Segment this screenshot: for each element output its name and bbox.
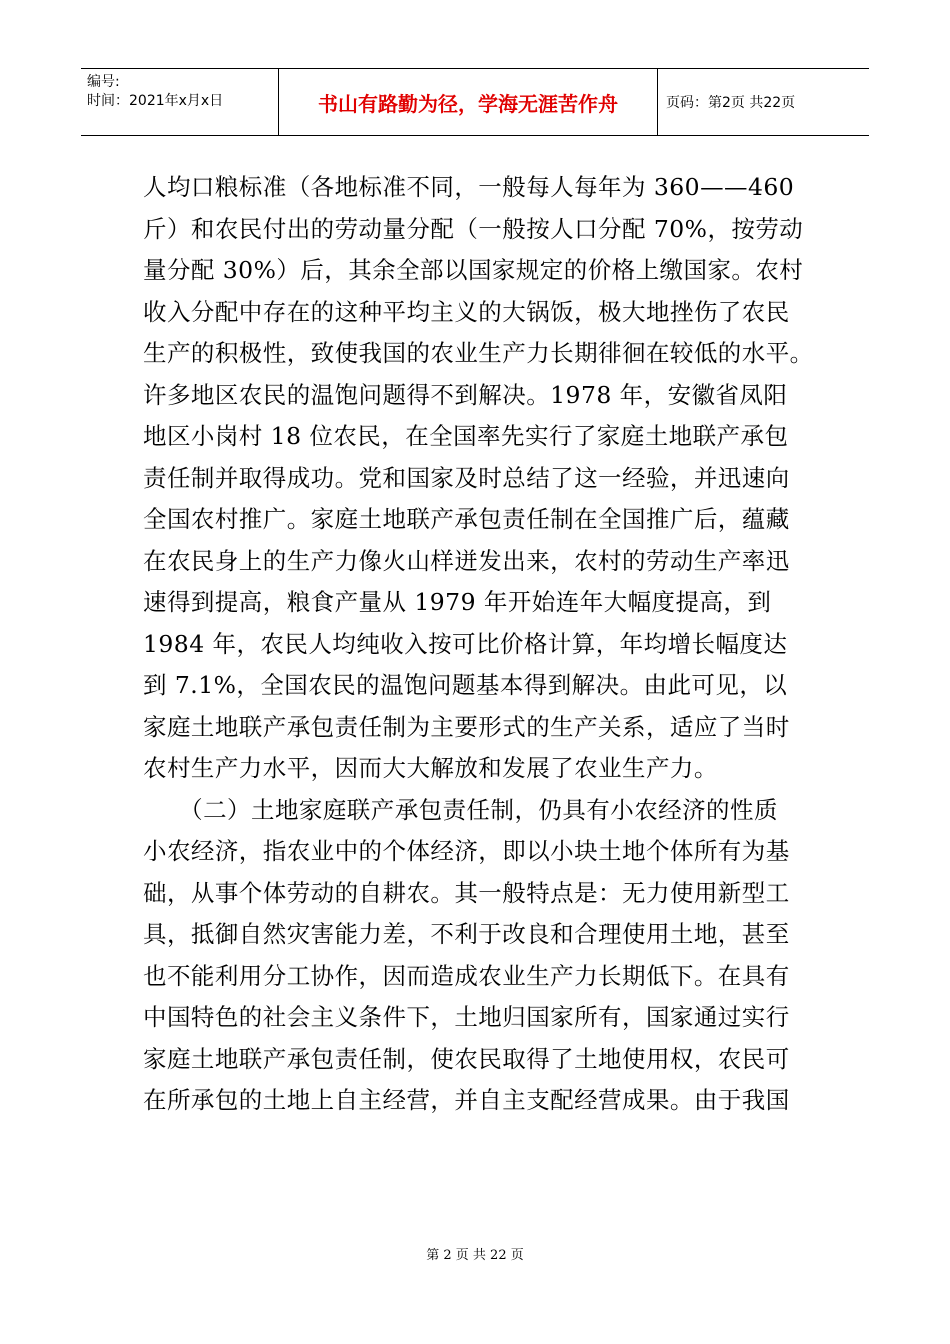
text-line: 收入分配中存在的这种平均主义的大锅饭，极大地挫伤了农民 [143, 297, 790, 326]
text-line: 生产的积极性，致使我国的农业生产力长期徘徊在较低的水平。 [143, 339, 814, 367]
text-line: 础，从事个体劳动的自耕农。其一般特点是：无力使用新型工 [143, 878, 790, 907]
number-label: 编号: [87, 74, 120, 90]
text-line: 1984 年，农民人均纯收入按可比价格计算，年均增长幅度达 [143, 629, 788, 658]
text-line: 斤）和农民付出的劳动量分配（一般按人口分配 70%，按劳动 [143, 214, 804, 243]
text-line: 许多地区农民的温饱问题得不到解决。1978 年，安徽省凤阳 [143, 380, 788, 409]
text-line: 也不能利用分工协作，因而造成农业生产力长期低下。在具有 [143, 961, 790, 990]
text-line: 全国农村推广。家庭土地联产承包责任制在全国推广后，蕴藏 [143, 505, 790, 533]
header-meta [81, 69, 279, 135]
text-line: 农村生产力水平，因而大大解放和发展了农业生产力。 [143, 754, 718, 782]
text-line: 家庭土地联产承包责任制，使农民取得了土地使用权，农民可 [143, 1044, 790, 1073]
text-line: 到 7.1%，全国农民的温饱问题基本得到解决。由此可见，以 [143, 671, 788, 699]
header-motto: 书山有路勤为径，学海无涯苦作舟 [279, 69, 658, 135]
page-footer: 第 2 页 共 22 页 [426, 1248, 524, 1263]
text-line: 速得到提高，粮食产量从 1979 年开始连年大幅度提高，到 [143, 588, 772, 616]
text-line: 中国特色的社会主义条件下，土地归国家所有，国家通过实行 [143, 1003, 790, 1031]
time-label: 时间：2021年x月x日 [87, 93, 224, 109]
text-line: 地区小岗村 18 位农民，在全国率先实行了家庭土地联产承包 [143, 422, 789, 450]
text-line: 责任制并取得成功。党和国家及时总结了这一经验，并迅速向 [143, 463, 790, 492]
document-body [143, 167, 823, 1122]
header-page-info: 页码：第2页 共22页 [666, 95, 796, 111]
text-line: 具，抵御自然灾害能力差，不利于改良和合理使用土地，甚至 [143, 920, 790, 948]
page-header [81, 68, 869, 136]
text-line: （二）土地家庭联产承包责任制，仍具有小农经济的性质 [143, 795, 778, 824]
text-line: 家庭土地联产承包责任制为主要形式的生产关系，适应了当时 [143, 712, 790, 741]
text-line: 小农经济，指农业中的个体经济，即以小块土地个体所有为基 [143, 837, 790, 865]
text-line: 在农民身上的生产力像火山样迸发出来，农村的劳动生产率迅 [143, 546, 790, 575]
text-line: 量分配 30%）后，其余全部以国家规定的价格上缴国家。农村 [143, 256, 804, 284]
text-line: 在所承包的土地上自主经营，并自主支配经营成果。由于我国 [143, 1086, 790, 1114]
text-line: 人均口粮标准（各地标准不同，一般每人每年为 360——460 [143, 173, 795, 201]
